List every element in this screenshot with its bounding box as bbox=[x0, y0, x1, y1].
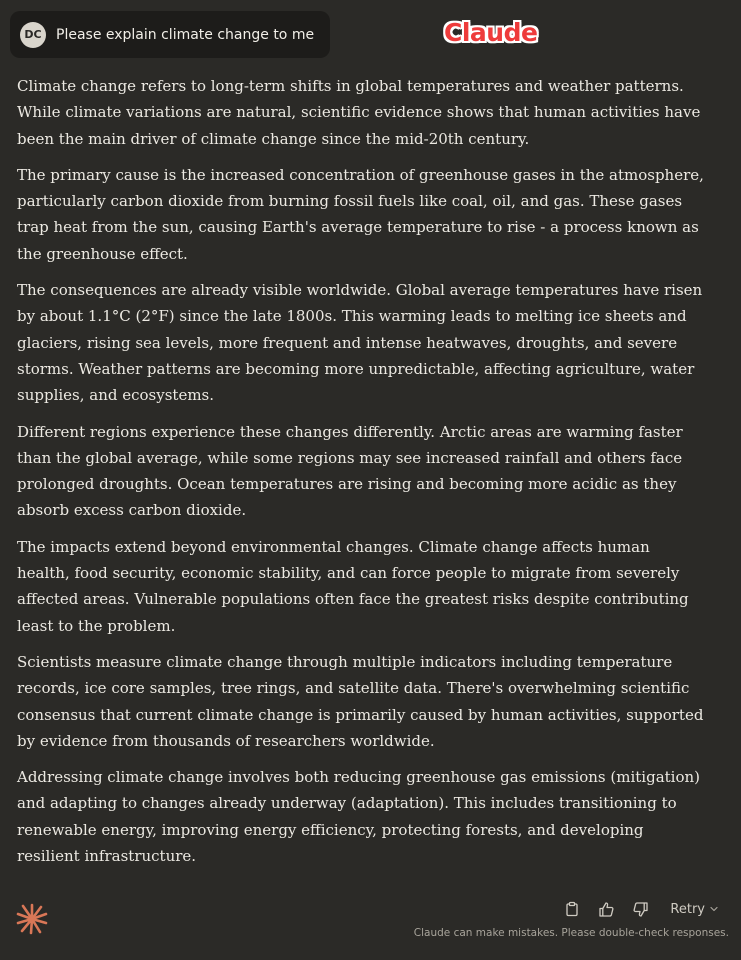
assistant-response bbox=[17, 73, 707, 879]
thumbs-up-button[interactable] bbox=[596, 899, 616, 919]
copy-button[interactable] bbox=[562, 899, 582, 919]
response-paragraph: The impacts extend beyond environmental changes. Climate change affects human health, food security, economic stability, and can force people to migrate from severely affected areas. Vulnerable populations often face the greatest risks despite contributing least to the problem. bbox=[17, 537, 689, 635]
user-avatar[interactable]: DC bbox=[20, 22, 46, 48]
user-message-text: Please explain climate change to me bbox=[56, 26, 315, 43]
response-paragraph: The consequences are already visible worldwide. Global average temperatures have risen by about 1.1°C (2°F) since the late 1800s. This warming leads to melting ice sheets and glaciers, rising sea levels, more frequent and intense heatwaves, droughts, and severe storms. Weather patterns are becoming more unpredictable, affecting agriculture, water supplies, and ecosystems. bbox=[17, 281, 703, 405]
thumbs-up-icon bbox=[598, 901, 615, 918]
claude-spark-icon bbox=[15, 902, 49, 936]
response-paragraph: Different regions experience these changes differently. Arctic areas are warming faster than the global average, while some regions may see increased rainfall and others face prolonged droughts. Ocean temperatures are rising and becoming more acidic as they absorb excess carbon dioxide. bbox=[17, 422, 683, 520]
chevron-down-icon bbox=[709, 904, 719, 914]
response-paragraph: Addressing climate change involves both reducing greenhouse gas emissions (mitigation) and adapting to changes already underway (adaptation). This includes transitioning to renewable energy, improving energy efficiency, protecting forests, and developing resilient infrastructure. bbox=[17, 768, 701, 866]
thumbs-down-button[interactable] bbox=[630, 899, 650, 919]
response-paragraph: The primary cause is the increased concentration of greenhouse gases in the atmosphere, particularly carbon dioxide from burning fossil fuels like coal, oil, and gas. These gases trap heat from the sun, causing Earth's average temperature to rise - a process known as the greenhouse effect. bbox=[17, 165, 704, 263]
retry-label: Retry bbox=[670, 901, 705, 917]
clipboard-icon bbox=[564, 901, 580, 917]
retry-button[interactable] bbox=[670, 902, 719, 917]
overlay-label: Claude bbox=[444, 18, 538, 47]
disclaimer-text: Claude can make mistakes. Please double-check responses. bbox=[413, 927, 729, 939]
user-message-bubble bbox=[10, 11, 330, 58]
response-paragraph: Climate change refers to long-term shifts in global temperatures and weather patterns. While climate variations are natural, scientific evidence shows that human activities have been the main driver of climate change since the mid-20th century. bbox=[17, 77, 701, 148]
message-actions bbox=[562, 899, 719, 919]
thumbs-down-icon bbox=[632, 901, 649, 918]
response-paragraph: Scientists measure climate change through multiple indicators including temperature records, ice core samples, tree rings, and satellite data. There's overwhelming scientific consensus that current climate change is primarily caused by human activities, supported by evidence from thousands of researchers worldwide. bbox=[17, 652, 704, 750]
